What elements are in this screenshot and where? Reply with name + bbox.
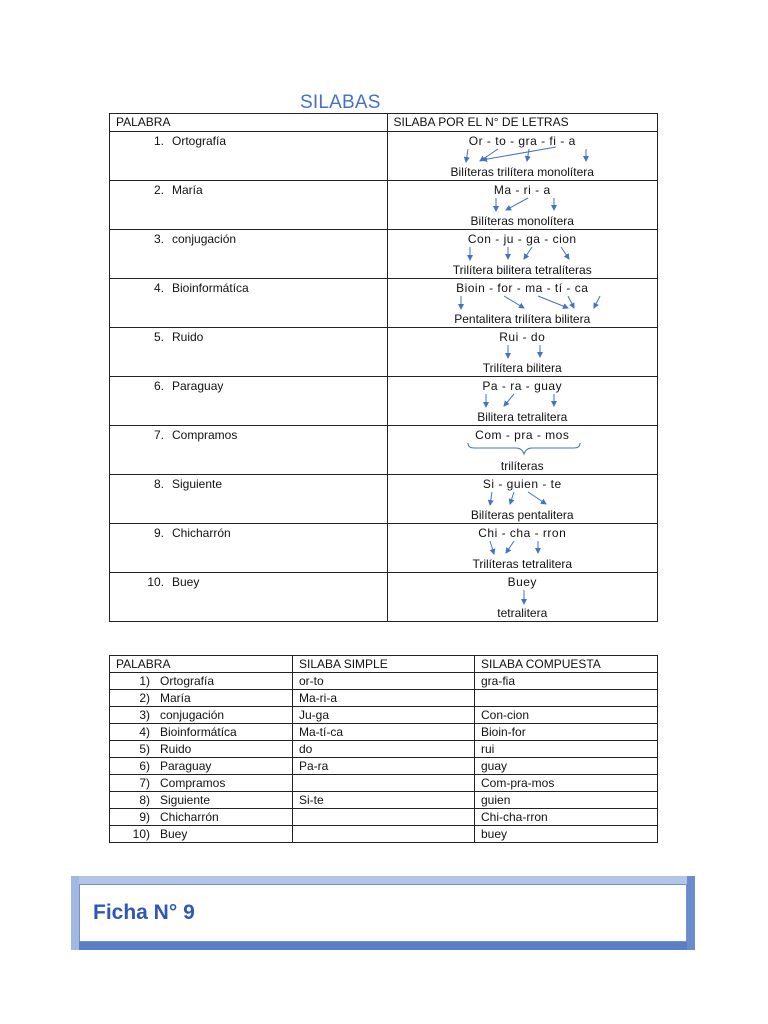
word-label: Ortografía [160,674,215,688]
word-cell [110,181,388,230]
table-row [110,279,658,328]
item-number: 3. [153,232,164,246]
word-cell [110,377,388,426]
table-row [110,673,658,690]
table-row [110,741,658,758]
simple-cell [293,809,475,826]
syllable-cell [387,426,658,475]
item-number: 4) [139,725,150,739]
syllable-split: Rui - do [499,330,546,344]
item-number: 1) [139,674,150,688]
word-cell [110,132,388,181]
header-silaba-simple: SILABA SIMPLE [293,656,475,673]
table-row [110,132,658,181]
header-silaba-compuesta: SILABA COMPUESTA [475,656,658,673]
word-label: Siguiente [172,477,223,491]
word-cell [110,775,293,792]
item-number: 10) [132,827,150,841]
arrow-icon [538,296,568,308]
syllable-types: Trilíteras tetralitera [472,557,573,571]
word-label: Bioinformátíca [172,281,249,295]
arrow-icon [568,296,574,308]
simple-cell [293,826,475,843]
page-title: SILABAS [300,92,381,113]
syllable-split: Si - guien - te [482,477,562,491]
syllable-cell [387,132,658,181]
simple-cell: Pa-ra [293,758,475,775]
word-label: Compramos [160,776,226,790]
item-number: 3) [139,708,150,722]
syllable-cell [387,181,658,230]
word-label: conjugación [160,708,225,722]
table-header-row [110,114,658,132]
banner-panel [79,884,687,942]
syllable-types: Bilíteras pentalitera [470,508,574,522]
item-number: 1. [153,134,164,148]
word-cell [110,758,293,775]
word-label: Buey [172,575,200,589]
syllable-split: Buey [507,575,537,589]
compound-cell: Com-pra-mos [475,775,658,792]
arrow-icon [482,147,556,160]
syllable-split: Con - ju - ga - cion [467,232,577,246]
syllables-by-letters-table [109,113,658,622]
banner-bevel [71,876,695,884]
syllable-types: Bilíteras trilítera monolítera [450,165,594,179]
word-label: Ruido [160,742,192,756]
word-cell [110,573,388,622]
arrow-icon [490,541,494,554]
word-label: Buey [160,827,188,841]
syllable-cell [387,230,658,279]
syllable-split: Chi - cha - rron [478,526,567,540]
word-label: María [160,691,191,705]
simple-cell: Ju-ga [293,707,475,724]
simple-cell: or-to [293,673,475,690]
syllable-split: Ma - ri - a [493,183,551,197]
word-label: Chicharrón [172,526,231,540]
syllable-cell [387,377,658,426]
ficha-banner [71,876,695,950]
arrow-icon [504,296,524,308]
arrow-icon [561,247,569,259]
compound-cell [475,690,658,707]
table-row [110,377,658,426]
simple-compound-table [109,655,658,843]
compound-cell: guay [475,758,658,775]
arrow-icon [524,247,532,259]
simple-cell: Si-te [293,792,475,809]
compound-cell: Bioin-for [475,724,658,741]
word-cell [110,690,293,707]
compound-cell: buey [475,826,658,843]
item-number: 7) [139,776,150,790]
item-number: 4. [153,281,164,295]
simple-cell [293,775,475,792]
syllable-cell [387,573,658,622]
word-cell [110,328,388,377]
brace-icon [468,443,580,454]
item-number: 9. [153,526,164,540]
table-row [110,230,658,279]
word-cell [110,826,293,843]
header-silaba-letras: SILABA POR EL N° DE LETRAS [387,114,658,132]
item-number: 9) [139,810,150,824]
syllable-split: Bioin - for - ma - tí - ca [456,281,589,295]
simple-cell: Ma-tí-ca [293,724,475,741]
arrow-icon [510,492,514,504]
word-cell [110,741,293,758]
word-label: Paraguay [172,379,224,393]
header-palabra: PALABRA [110,114,388,132]
word-label: Ruido [172,330,204,344]
compound-cell: Con-cion [475,707,658,724]
compound-cell: gra-fia [475,673,658,690]
table-row [110,792,658,809]
table-row [110,475,658,524]
table-row [110,707,658,724]
syllable-cell [387,524,658,573]
word-cell [110,707,293,724]
syllable-split: Pa - ra - guay [482,379,563,393]
item-number: 5. [153,330,164,344]
item-number: 7. [153,428,164,442]
syllable-types: Pentalitera trilítera bilitera [454,312,591,326]
item-number: 2) [139,691,150,705]
arrow-icon [527,149,529,161]
compound-cell: rui [475,741,658,758]
word-label: Siguiente [160,793,211,807]
table-row [110,690,658,707]
table-row [110,524,658,573]
word-cell [110,279,388,328]
table-row [110,328,658,377]
item-number: 8. [153,477,164,491]
item-number: 8) [139,793,150,807]
table-row [110,809,658,826]
word-label: Bioinformátíca [160,725,237,739]
item-number: 6) [139,759,150,773]
syllable-types: tetralitera [497,606,548,620]
banner-bevel [71,876,79,950]
word-cell [110,673,293,690]
table-row [110,724,658,741]
syllable-types: Trilítera bilitera [482,361,562,375]
table-row [110,775,658,792]
word-label: conjugación [172,232,237,246]
word-cell [110,475,388,524]
syllable-types: Bilíteras monolítera [470,214,574,228]
syllable-cell [387,279,658,328]
table-row [110,426,658,475]
table-row [110,573,658,622]
word-cell [110,724,293,741]
syllable-split: Or - to - gra - fi - a [468,134,576,148]
syllable-types: Trilítera bilitera tetralíteras [452,263,592,277]
word-label: Paraguay [160,759,212,773]
ficha-label: Ficha N° 9 [93,901,195,924]
banner-bevel [687,876,695,950]
compound-cell: guien [475,792,658,809]
word-cell [110,426,388,475]
word-label: Ortografía [172,134,227,148]
arrow-icon [506,541,514,553]
simple-cell: do [293,741,475,758]
syllable-types: trilíteras [500,459,544,473]
banner-bevel [71,942,695,950]
word-cell [110,230,388,279]
syllable-types: Bilitera tetralitera [477,410,568,424]
compound-cell: Chi-cha-rron [475,809,658,826]
arrow-icon [506,198,528,210]
item-number: 5) [139,742,150,756]
word-label: Compramos [172,428,238,442]
simple-cell: Ma-ri-a [293,690,475,707]
syllable-cell [387,475,658,524]
header-palabra: PALABRA [110,656,293,673]
word-label: Chicharrón [160,810,219,824]
table-row [110,826,658,843]
arrow-icon [490,492,492,505]
table-header-row [110,656,658,673]
arrow-icon [594,296,600,308]
word-cell [110,809,293,826]
item-number: 2. [153,183,164,197]
arrow-icon [504,394,514,406]
syllable-split: Com - pra - mos [475,428,570,442]
item-number: 10. [147,575,164,589]
word-label: María [172,183,203,197]
word-cell [110,524,388,573]
table-row [110,758,658,775]
arrow-icon [528,492,546,504]
word-cell [110,792,293,809]
syllable-cell [387,328,658,377]
item-number: 6. [153,379,164,393]
table-row [110,181,658,230]
arrow-icon [466,149,468,162]
